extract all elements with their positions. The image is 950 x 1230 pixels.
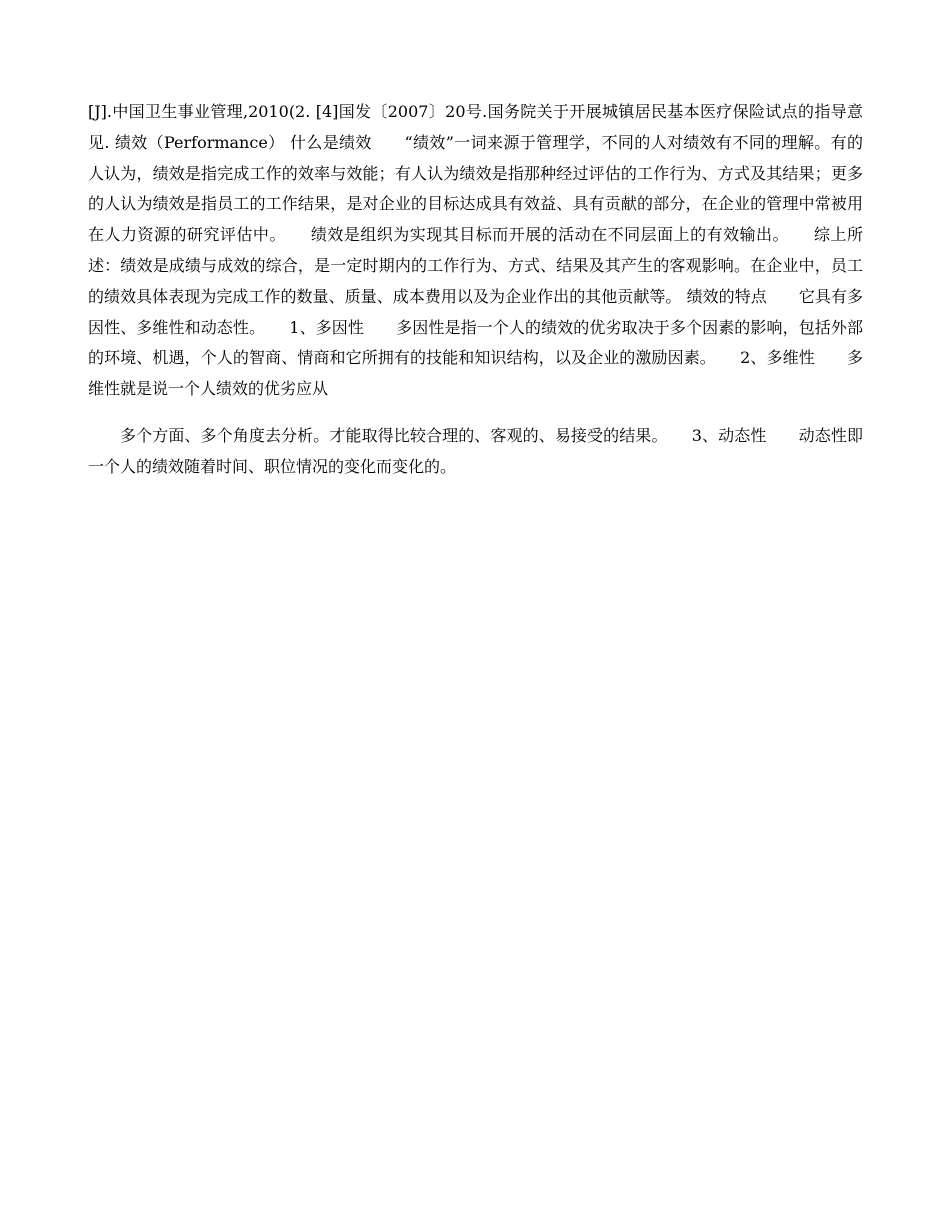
body-paragraph: [J].中国卫生事业管理,2010(2. [4]国发〔2007〕20号.国务院关于开展城镇居民基本医疗保险试点的指导意见. 绩效（Performance） 什么是绩效 “绩效”一词来源于管理学，不同的人对绩效有不同的理解。有的人认为，绩效是指完成工作的效率与效能；有人认为绩效是指那种经过评估的工作行为、方式及其结果；更多的人认为绩效是指员工的工作结果，是对企业的目标达成具有效益、具有贡献的部分，在企业的管理中常被用在人力资源的研究评估中。 绩效是组织为实现其目标而开展的活动在不同层面上的有效输出。 综上所述：绩效是成绩与成效的综合，是一定时期内的工作行为、方式、结果及其产生的客观影响。在企业中，员工的绩效具体表现为完成工作的数量、质量、成本费用以及为企业作出的其他贡献等。 绩效的特点 它具有多因性、多维性和动态性。 1、多因性 多因性是指一个人的绩效的优劣取决于多个因素的影响，包括外部的环境、机遇，个人的智商、情商和它所拥有的技能和知识结构，以及企业的激励因素。 2、多维性 多维性就是说一个人绩效的优劣应从 <box>88 102 863 399</box>
body-paragraph: 多个方面、多个角度去分析。才能取得比较合理的、客观的、易接受的结果。 3、动态性 动态性即一个人的绩效随着时间、职位情况的变化而变化的。 <box>88 425 863 476</box>
document-body <box>88 97 863 483</box>
